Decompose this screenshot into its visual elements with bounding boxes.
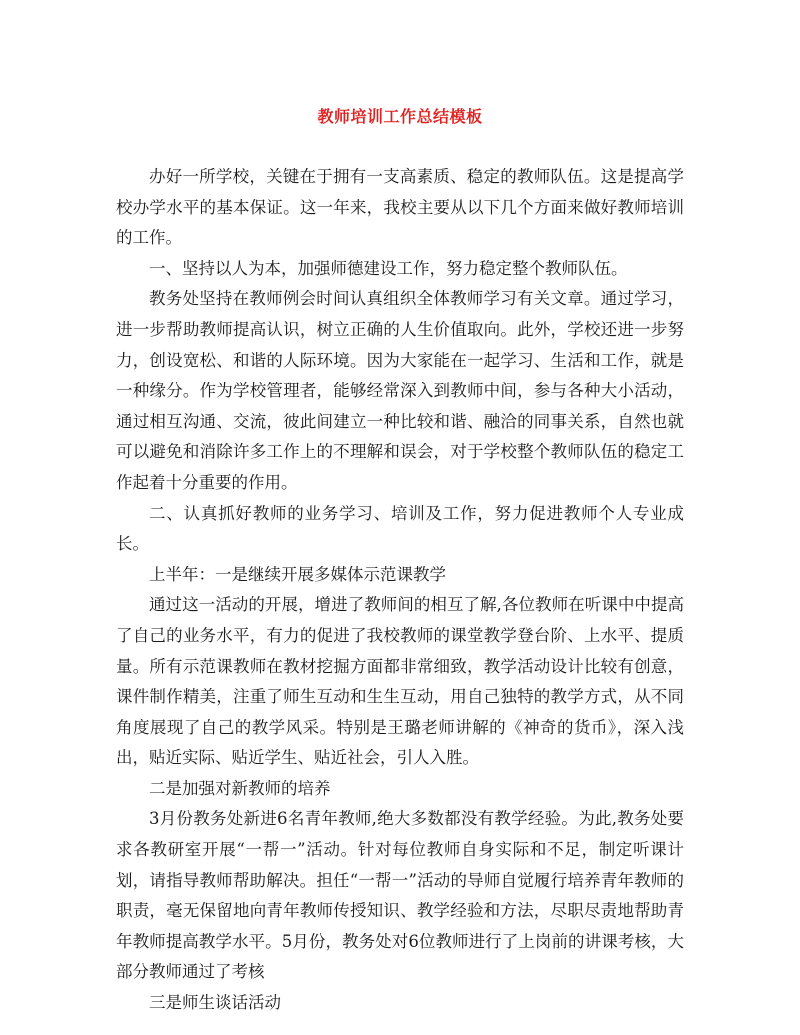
- paragraph-new-teachers: 3月份教务处新进6名青年教师,绝大多数都没有教学经验。为此,教务处要求各教研室开展“一帮一”活动。针对每位教师自身实际和不足，制定听课计划，请指导教师帮助解决。担任“一帮一”活动的导师自觉履行培养青年教师的职责，毫无保留地向青年教师传授知识、教学经验和方法，尽职尽责地帮助青年教师提高教学水平。5月份，教务处对6位教师进行了上岗前的讲课考核，大部分教师通过了考核: [116, 809, 684, 982]
- section-heading-1: 一、坚持以人为本，加强师德建设工作，努力稳定整个教师队伍。: [149, 258, 628, 278]
- subheading-first-half: 上半年：一是继续开展多媒体示范课教学: [149, 564, 446, 584]
- paragraph-section-1: 教务处坚持在教师例会时间认真组织全体教师学习有关文章。通过学习，进一步帮助教师提高认识，树立正确的人生价值取向。此外，学校还进一步努力，创设宽松、和谐的人际环境。因为大家能在一起学习、生活和工作，就是一种缘分。作为学校管理者，能够经常深入到教师中间，参与各种大小活动，通过相互沟通、交流，彼此间建立一种比较和谐、融洽的同事关系，自然也就可以避免和消除许多工作上的不理解和误会，对于学校整个教师队伍的稳定工作起着十分重要的作用。: [116, 289, 684, 492]
- paragraph-intro: 办好一所学校，关键在于拥有一支高素质、稳定的教师队伍。这是提高学校办学水平的基本保证。这一年来，我校主要从以下几个方面来做好教师培训的工作。: [116, 167, 684, 248]
- document-title: 教师培训工作总结模板: [317, 107, 483, 126]
- document-body: [116, 162, 684, 1019]
- subheading-talks: 三是师生谈话活动: [149, 993, 281, 1013]
- subheading-new-teachers: 二是加强对新教师的培养: [149, 778, 331, 798]
- paragraph-demo-lessons: 通过这一活动的开展，增进了教师间的相互了解,各位教师在听课中中提高了自己的业务水平，有力的促进了我校教师的课堂教学登台阶、上水平、提质量。所有示范课教师在教材挖掘方面都非常细致，教学活动设计比较有创意，课件制作精美，注重了师生互动和生生互动，用自己独特的教学方式，从不同角度展现了自己的教学风采。特别是王璐老师讲解的《神奇的货币》，深入浅出，贴近实际、贴近学生、贴近社会，引人入胜。: [116, 595, 684, 768]
- section-heading-2: 二、认真抓好教师的业务学习、培训及工作，努力促进教师个人专业成长。: [116, 503, 684, 554]
